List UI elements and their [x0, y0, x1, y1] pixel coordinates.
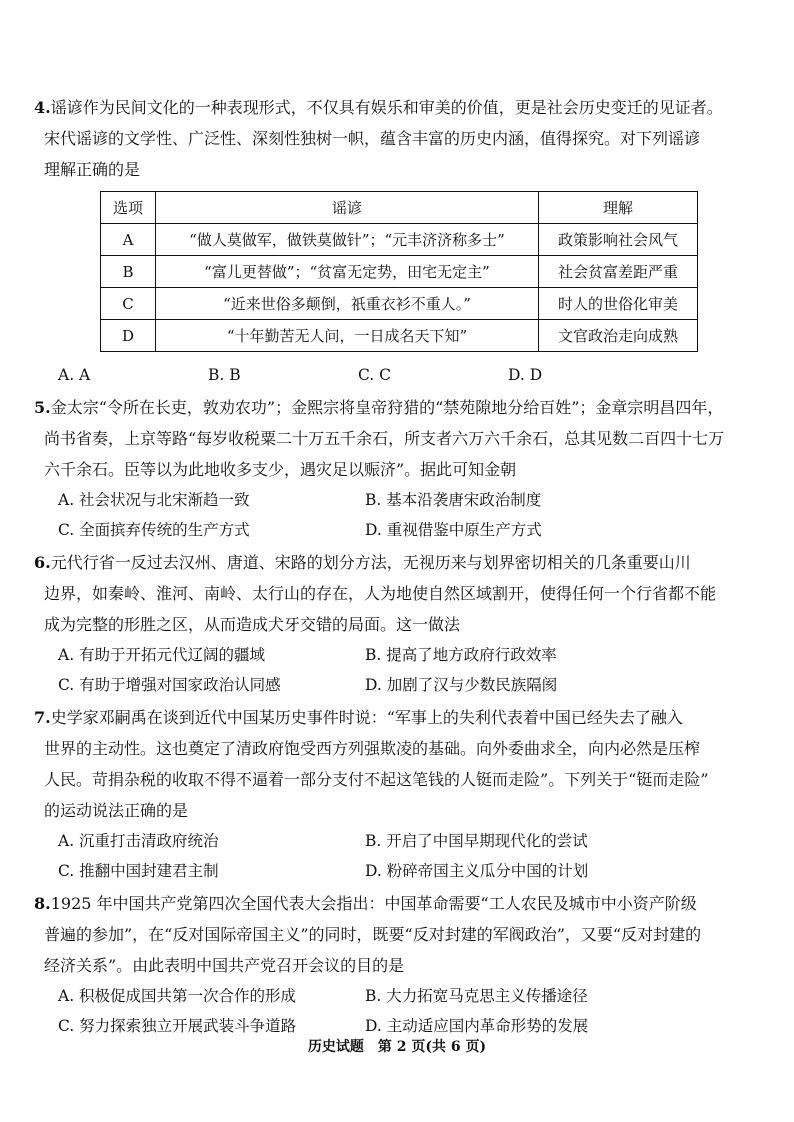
- question-7-line-2: 世界的主动性。这也奠定了清政府饱受西方列强欺凌的基础。向外委曲求全，向内必然是压榨: [44, 739, 701, 758]
- question-7: [34, 702, 754, 886]
- option-a[interactable]: A. 沉重打击清政府统治: [58, 832, 219, 850]
- table-cell: 社会贫富差距严重: [539, 256, 698, 288]
- option-c[interactable]: C. 有助于增强对国家政治认同感: [58, 676, 281, 694]
- question-7-line-3: 人民。苛捐杂税的收取不得不逼着一部分支付不起这笔钱的人铤而走险”。下列关于“铤而走险”: [44, 770, 709, 789]
- question-6-options: [34, 640, 754, 700]
- question-8: [34, 888, 754, 1041]
- question-8-options: [34, 981, 754, 1041]
- option-a[interactable]: A. 社会状况与北宋渐趋一致: [58, 491, 250, 509]
- option-b[interactable]: B. 大力拓宽马克思主义传播途径: [365, 987, 588, 1005]
- option-c[interactable]: C. 努力探索独立开展武装斗争道路: [58, 1017, 297, 1035]
- table-cell: “做人莫做军，做铁莫做针”；“元丰济济称多士”: [156, 224, 539, 256]
- question-number: 6.: [34, 553, 51, 572]
- table-row: [101, 224, 698, 256]
- question-7-line-1: 7.史学家邓嗣禹在谈到近代中国某历史事件时说：“军事上的失利代表着中国已经失去了融入: [34, 708, 683, 727]
- page-footer: 历史试题 第 2 页(共 6 页): [307, 1039, 487, 1055]
- option-c[interactable]: C. 推翻中国封建君主制: [58, 862, 219, 880]
- option-b[interactable]: B. 开启了中国早期现代化的尝试: [365, 832, 588, 850]
- question-number: 8.: [34, 894, 51, 913]
- question-5-line-2: 尚书省奏，上京等路“每岁收税粟二十万五千余石，所支者六万六千余石，总其见数二百四十七万: [44, 429, 725, 448]
- question-5-line-3: 六千余石。臣等以为此地收多支少，遇灾足以赈济”。据此可知金朝: [44, 460, 517, 479]
- question-number: 5.: [34, 398, 51, 417]
- question-8-line-2: 普遍的参加”，在“反对国际帝国主义”的同时，既要“反对封建的军阀政治”，又要“反对封建的: [44, 925, 702, 944]
- table-cell: D: [101, 320, 156, 352]
- option-a[interactable]: A. 积极促成国共第一次合作的形成: [58, 987, 297, 1005]
- table-cell: “富儿更替做”；“贫富无定势，田宅无定主”: [156, 256, 539, 288]
- option-d[interactable]: D. 重视借鉴中原生产方式: [365, 521, 542, 539]
- table-row: [101, 256, 698, 288]
- table-row: [101, 320, 698, 352]
- proverb-table: [100, 191, 698, 352]
- option-c[interactable]: C. 全面摈弃传统的生产方式: [58, 521, 250, 539]
- option-b[interactable]: B. B: [208, 366, 241, 384]
- question-4-line-3: 理解正确的是: [44, 160, 141, 179]
- question-5-line-1: 5.金太宗“令所在长吏，敦劝农功”；金熙宗将皇帝狩猎的“禁苑隙地分给百姓”；金章宗明昌四年，: [34, 398, 724, 417]
- table-cell: “近来世俗多颠倒，祇重衣衫不重人。”: [156, 288, 539, 320]
- table-header: 谣谚: [156, 192, 539, 224]
- option-b[interactable]: B. 提高了地方政府行政效率: [365, 646, 557, 664]
- question-4-options: [34, 360, 754, 390]
- table-cell: 政策影响社会风气: [539, 224, 698, 256]
- table-header: 选项: [101, 192, 156, 224]
- option-d[interactable]: D. D: [508, 366, 543, 384]
- option-d[interactable]: D. 粉碎帝国主义瓜分中国的计划: [365, 862, 589, 880]
- table-cell: 时人的世俗化审美: [539, 288, 698, 320]
- table-cell: C: [101, 288, 156, 320]
- option-d[interactable]: D. 主动适应国内革命形势的发展: [365, 1017, 589, 1035]
- option-b[interactable]: B. 基本沿袭唐宋政治制度: [365, 491, 542, 509]
- question-4-line-2: 宋代谣谚的文学性、广泛性、深刻性独树一帜，蕴含丰富的历史内涵，值得探究。对下列谣谚: [44, 129, 701, 148]
- question-5-options: [34, 485, 754, 545]
- table-cell: B: [101, 256, 156, 288]
- option-c[interactable]: C. C: [358, 366, 392, 384]
- question-number: 4.: [34, 98, 51, 117]
- option-a[interactable]: A. 有助于开拓元代辽阔的疆域: [58, 646, 266, 664]
- question-6-line-1: 6.元代行省一反过去汉州、唐道、宋路的划分方法，无视历来与划界密切相关的几条重要山川: [34, 553, 691, 572]
- option-a[interactable]: A. A: [58, 366, 91, 384]
- question-6-line-2: 边界，如秦岭、淮河、南岭、太行山的存在，人为地使自然区域割开，使得任何一个行省都不能: [44, 584, 717, 603]
- table-header-row: [101, 192, 698, 224]
- table-row: [101, 288, 698, 320]
- question-7-options: [34, 826, 754, 886]
- question-6-line-3: 成为完整的形胜之区，从而造成犬牙交错的局面。这一做法: [44, 615, 461, 634]
- table-header: 理解: [539, 192, 698, 224]
- table-cell: 文官政治走向成熟: [539, 320, 698, 352]
- question-8-line-1: 8.1925 年中国共产党第四次全国代表大会指出：中国革命需要“工人农民及城市中小资产阶级: [34, 894, 697, 913]
- table-cell: “十年勤苦无人问，一日成名天下知”: [156, 320, 539, 352]
- option-d[interactable]: D. 加剧了汉与少数民族隔阂: [365, 676, 558, 694]
- question-7-line-4: 的运动说法正确的是: [44, 801, 189, 820]
- question-number: 7.: [34, 708, 51, 727]
- question-6: [34, 547, 754, 700]
- table-cell: A: [101, 224, 156, 256]
- question-8-line-3: 经济关系”。由此表明中国共产党召开会议的目的是: [44, 956, 405, 975]
- question-4-line-1: 4.谣谚作为民间文化的一种表现形式，不仅具有娱乐和审美的价值，更是社会历史变迁的见证者。: [34, 98, 723, 117]
- question-4: [34, 92, 754, 390]
- question-5: [34, 392, 754, 545]
